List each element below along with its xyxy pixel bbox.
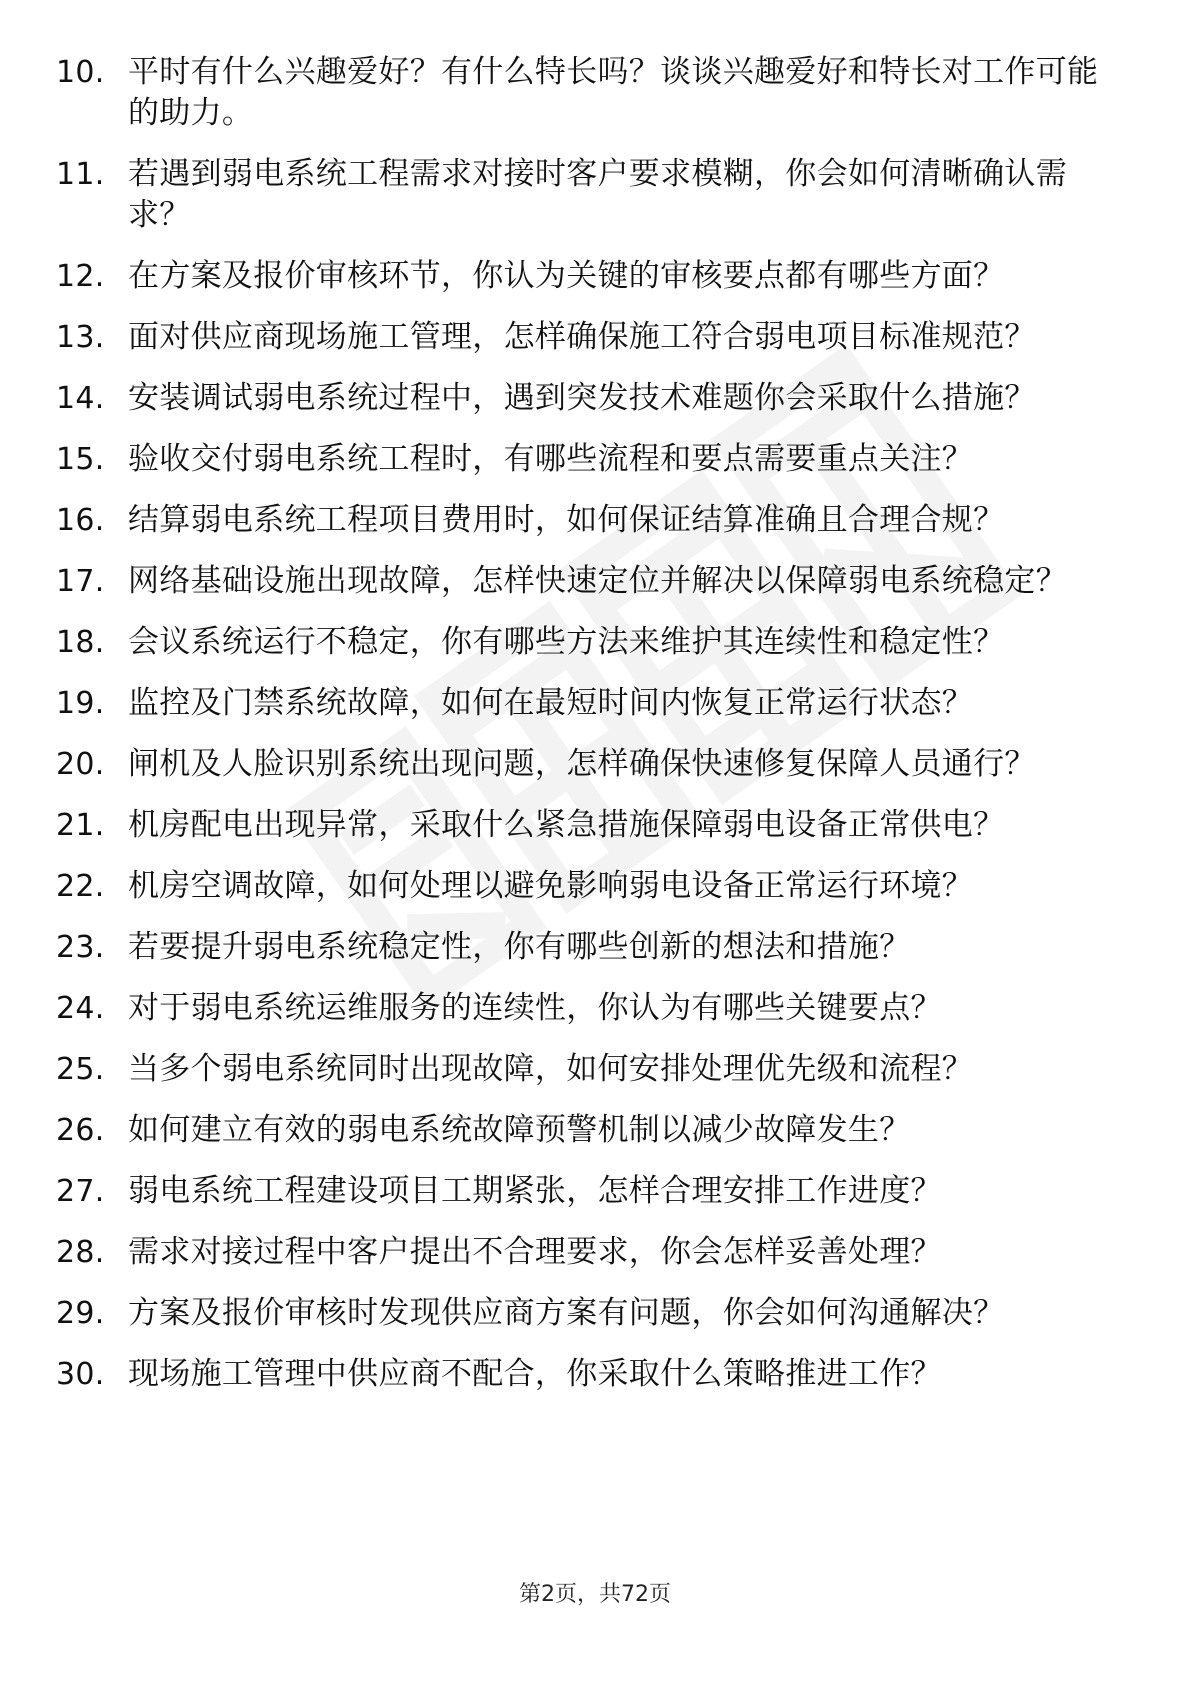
question-text: 监控及门禁系统故障，如何在最短时间内恢复正常运行状态？	[128, 685, 974, 721]
question-text: 会议系统运行不稳定，你有哪些方法来维护其连续性和稳定性？	[128, 624, 1005, 660]
question-text: 面对供应商现场施工管理，怎样确保施工符合弱电项目标准规范？	[128, 319, 1036, 355]
question-number: 22.	[56, 869, 105, 904]
question-item	[0, 927, 1118, 968]
question-item	[0, 1293, 1118, 1334]
question-number: 16.	[56, 503, 105, 538]
question-number: 12.	[56, 259, 105, 294]
question-number: 18.	[56, 625, 105, 660]
question-number: 10.	[56, 55, 105, 90]
question-number: 29.	[56, 1296, 105, 1331]
question-number: 27.	[56, 1174, 105, 1209]
question-item	[0, 154, 1118, 236]
question-list	[0, 52, 1190, 1415]
question-item	[0, 744, 1118, 785]
question-text: 机房配电出现异常，采取什么紧急措施保障弱电设备正常供电？	[128, 807, 1005, 843]
question-text: 网络基础设施出现故障，怎样快速定位并解决以保障弱电系统稳定？	[128, 563, 1067, 599]
question-number: 20.	[56, 747, 105, 782]
question-item	[0, 1049, 1118, 1090]
question-item	[0, 683, 1118, 724]
question-item	[0, 1354, 1118, 1395]
question-item	[0, 561, 1118, 602]
question-number: 30.	[56, 1357, 105, 1392]
question-item	[0, 317, 1118, 358]
question-item	[0, 1110, 1118, 1151]
question-item	[0, 866, 1118, 907]
question-number: 13.	[56, 320, 105, 355]
question-number: 14.	[56, 381, 105, 416]
question-text: 当多个弱电系统同时出现故障，如何安排处理优先级和流程？	[128, 1051, 974, 1087]
question-text: 现场施工管理中供应商不配合，你采取什么策略推进工作？	[128, 1356, 942, 1392]
question-item	[0, 378, 1118, 419]
question-text: 机房空调故障，如何处理以避免影响弱电设备正常运行环境？	[128, 868, 974, 904]
question-text: 平时有什么兴趣爱好？有什么特长吗？谈谈兴趣爱好和特长对工作可能的助力。	[128, 54, 1099, 131]
question-text: 结算弱电系统工程项目费用时，如何保证结算准确且合理合规？	[128, 502, 1005, 538]
question-item	[0, 500, 1118, 541]
question-item	[0, 805, 1118, 846]
question-number: 25.	[56, 1052, 105, 1087]
question-item	[0, 988, 1118, 1029]
question-text: 需求对接过程中客户提出不合理要求，你会怎样妥善处理？	[128, 1234, 942, 1270]
question-number: 21.	[56, 808, 105, 843]
question-item	[0, 1232, 1118, 1273]
question-number: 24.	[56, 991, 105, 1026]
question-number: 19.	[56, 686, 105, 721]
question-number: 15.	[56, 442, 105, 477]
question-number: 17.	[56, 564, 105, 599]
question-text: 若遇到弱电系统工程需求对接时客户要求模糊，你会如何清晰确认需求？	[128, 156, 1067, 233]
question-item	[0, 256, 1118, 297]
question-text: 安装调试弱电系统过程中，遇到突发技术难题你会采取什么措施？	[128, 380, 1036, 416]
question-text: 闸机及人脸识别系统出现问题，怎样确保快速修复保障人员通行？	[128, 746, 1036, 782]
page-footer	[0, 1577, 1190, 1608]
question-number: 23.	[56, 930, 105, 965]
question-text: 如何建立有效的弱电系统故障预警机制以减少故障发生？	[128, 1112, 911, 1148]
question-text: 在方案及报价审核环节，你认为关键的审核要点都有哪些方面？	[128, 258, 1005, 294]
question-number: 28.	[56, 1235, 105, 1270]
question-number: 26.	[56, 1113, 105, 1148]
question-text: 若要提升弱电系统稳定性，你有哪些创新的想法和措施？	[128, 929, 911, 965]
question-text: 验收交付弱电系统工程时，有哪些流程和要点需要重点关注？	[128, 441, 974, 477]
question-number: 11.	[56, 157, 105, 192]
question-text: 方案及报价审核时发现供应商方案有问题，你会如何沟通解决？	[128, 1295, 1005, 1331]
question-item	[0, 1171, 1118, 1212]
question-item	[0, 52, 1118, 134]
question-item	[0, 439, 1118, 480]
page-number-label: 第2页，共72页	[519, 1582, 671, 1607]
question-text: 对于弱电系统运维服务的连续性，你认为有哪些关键要点？	[128, 990, 942, 1026]
question-item	[0, 622, 1118, 663]
question-text: 弱电系统工程建设项目工期紧张，怎样合理安排工作进度？	[128, 1173, 942, 1209]
